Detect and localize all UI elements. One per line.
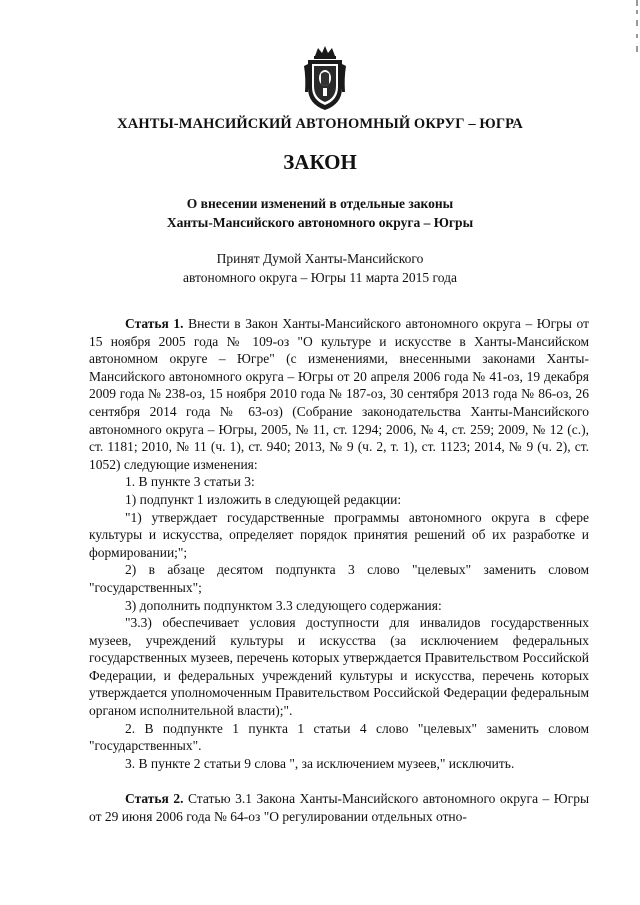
article-1-paragraph-3: "1) утверждает государственные программы автономного округа в сфере культуры и искусства, определяет порядок принятия решений об их разработке и формировании;";	[89, 509, 589, 560]
law-subject-line-2: Ханты-Мансийского автономного округа – Югры	[166, 215, 474, 230]
article-1-paragraph-4: 2) в абзаце десятом подпункта 3 слово "целевых" заменить словом "государственных";	[89, 562, 589, 595]
article-1-paragraph-1: 1. В пункте 3 статьи 3:	[125, 474, 255, 490]
law-body	[89, 315, 589, 826]
article-2-intro	[89, 790, 589, 825]
article-2-text: Статью 3.1 Закона Ханты-Мансийского автономного округа – Югры от 29 июня 2006 года № 64-оз "О регулировании отдельных отно-	[89, 791, 590, 825]
law-subject-line-1: О внесении изменений в отдельные законы	[186, 196, 454, 211]
article-1-paragraph-5: 3) дополнить подпунктом 3.3 следующего содержания:	[125, 597, 442, 613]
article-2-heading: Статья 2.	[125, 791, 184, 807]
article-1-intro	[89, 315, 589, 473]
article-1-paragraph-2: 1) подпункт 1 изложить в следующей редакции:	[125, 491, 402, 507]
scan-edge-mark	[636, 0, 638, 60]
article-1-paragraph-6: "3.3) обеспечивает условия доступности для инвалидов государственных музеев, учреждений культуры и искусства (за исключением федеральных государственных музеев, перечень которых утверждается Правительством Российской Федерации, и федеральных учреждений культуры и искусства, перечень которых утверждается уполномоченным Правительством Российской Федерации федеральным органом исполнительной власти);".	[89, 615, 589, 719]
article-1-intro-text: Внести в Закон Ханты-Мансийского автономного округа – Югры от 15 ноября 2005 года № 109-оз "О культуре и искусстве в Ханты-Мансийском автономном округе – Югре" (с изменениями, внесенными законами Ханты-Мансийского автономного округа – Югры от 20 апреля 2006 года № 41-оз, 19 декабря 2009 года № 238-оз, 15 ноября 2010 года № 187-оз, 30 сентября 2013 года № 86-оз, 26 сентября 2014 года № 63-оз) (Собрание законодательства Ханты-Мансийского автономного округа – Югры, 2005, № 11, ст. 1294; 2006, № 4, ст. 259; 2009, № 12 (с.), ст. 1181; 2010, № 11 (ч. 1), ст. 940; 2013, № 9 (ч. 2, т. 1), ст. 1123; 2014, № 9 (ч. 2), ст. 1052) следующие изменения:	[89, 316, 589, 472]
law-subject	[0, 194, 640, 232]
region-name: ХАНТЫ-МАНСИЙСКИЙ АВТОНОМНЫЙ ОКРУГ – ЮГРА	[117, 116, 523, 132]
adoption-note-line-1: Принят Думой Ханты-Мансийского	[216, 251, 424, 266]
article-1-heading: Статья 1.	[125, 316, 184, 331]
adoption-note	[0, 249, 640, 287]
article-1-paragraph-7: 2. В подпункте 1 пункта 1 статьи 4 слово "целевых" заменить словом "государственных".	[89, 720, 589, 754]
article-1-paragraph-8: 3. В пункте 2 статьи 9 слова ", за исключением музеев," исключить.	[125, 755, 515, 771]
coat-of-arms-icon	[302, 44, 348, 112]
page-title: ЗАКОН	[283, 150, 357, 174]
adoption-note-line-2: автономного округа – Югры 11 марта 2015 года	[183, 270, 457, 285]
